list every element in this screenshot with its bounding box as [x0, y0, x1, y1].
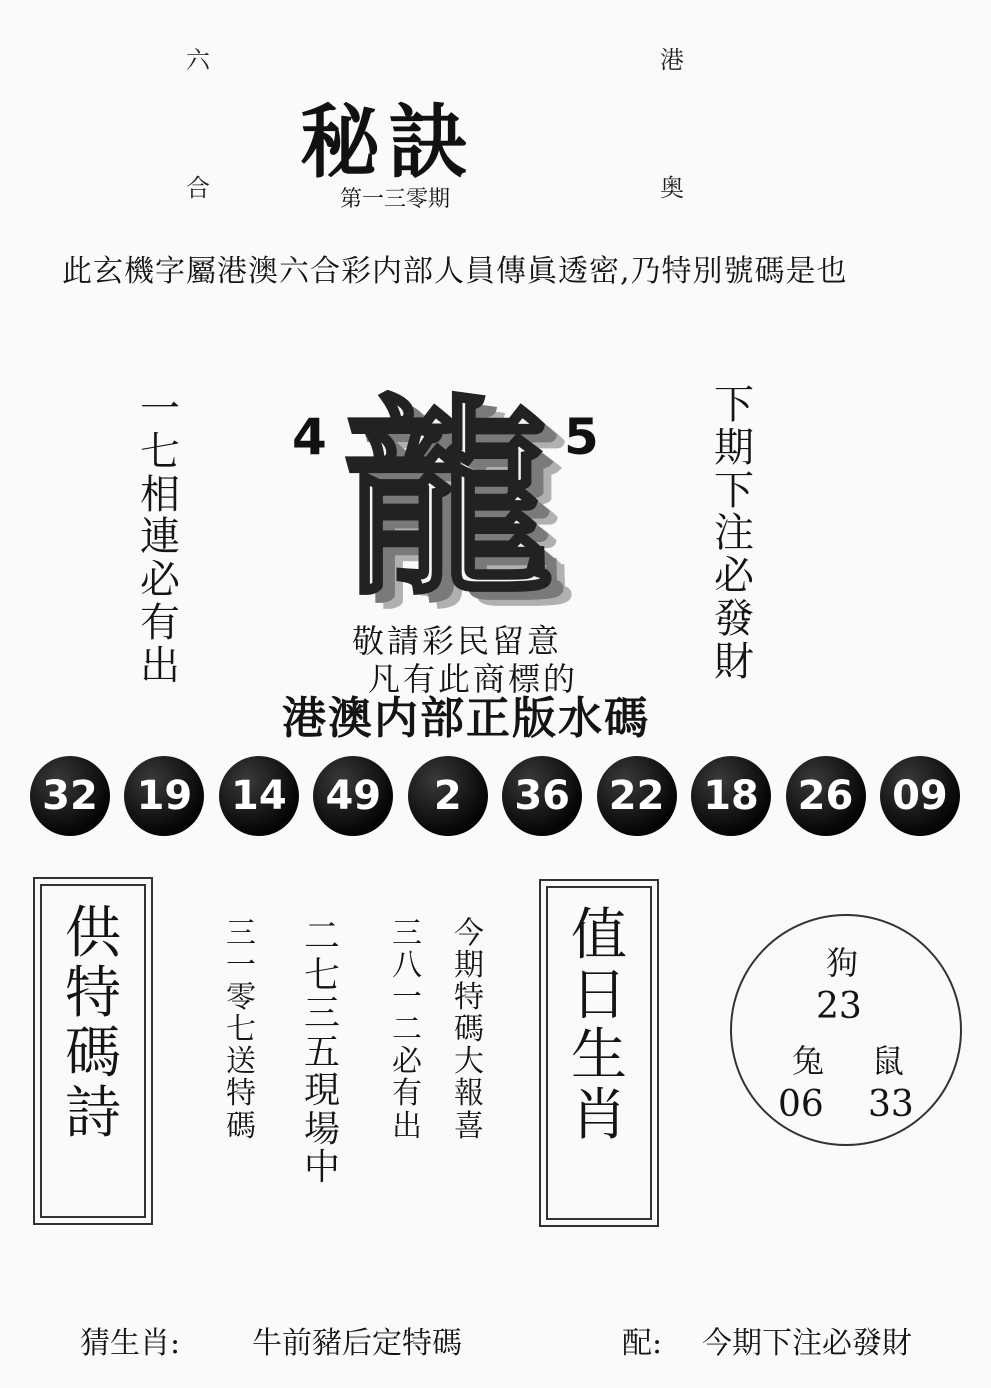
vertical-char: 出: [140, 642, 180, 689]
vertical-char: 特: [65, 960, 121, 1026]
number-ball: 19: [124, 756, 204, 836]
right-vertical-slogan: [714, 384, 754, 684]
notice-line-1: 敬請彩民留意: [352, 622, 563, 660]
footer-guess-text: 牛前豬后定特碼: [252, 1326, 462, 1361]
vertical-char: 特: [226, 1076, 256, 1112]
vertical-char: 一: [226, 948, 256, 984]
vertical-char: 期: [454, 948, 484, 984]
vertical-char: 場: [304, 1108, 341, 1150]
number-ball: 2: [408, 756, 488, 836]
vertical-char: 碼: [226, 1108, 256, 1144]
corner-char-top-right: 港: [660, 46, 684, 74]
vertical-char: 相: [140, 471, 180, 518]
vertical-char: 二: [392, 1012, 422, 1048]
vertical-char: 七: [140, 428, 180, 475]
vertical-char: 大: [454, 1044, 484, 1080]
zodiac-title: [548, 903, 650, 1148]
vertical-char: 碼: [454, 1012, 484, 1048]
number-ball: 14: [219, 756, 299, 836]
vertical-char: 必: [392, 1044, 422, 1080]
vertical-char: 三: [392, 916, 422, 951]
zodiac-number-right: 33: [868, 1084, 914, 1125]
vertical-char: 下: [714, 467, 754, 514]
poem-line-3: [392, 918, 422, 1143]
vertical-char: 日: [571, 962, 627, 1028]
footer-guess-label: 猜生肖:: [80, 1326, 181, 1361]
vertical-char: 一: [140, 386, 180, 432]
number-ball: 26: [786, 756, 866, 836]
footer-pair-text: 今期下注必發財: [702, 1326, 912, 1361]
poem-title: [42, 901, 144, 1146]
vertical-char: 五: [304, 1031, 341, 1073]
vertical-char: 連: [140, 514, 180, 561]
brand-line: 港澳内部正版水碼: [282, 693, 650, 744]
page-title: 秘訣: [300, 95, 476, 189]
corner-char-bottom-left: 合: [186, 174, 210, 202]
number-balls-row: [30, 756, 960, 836]
corner-char-bottom-right: 奥: [660, 174, 684, 202]
vertical-char: 期: [714, 424, 754, 471]
vertical-char: 三: [304, 993, 341, 1035]
vertical-char: 八: [392, 948, 422, 984]
vertical-char: 今: [454, 916, 484, 951]
poem-line-4: [454, 918, 484, 1143]
dragon-logo: 龍: [342, 376, 553, 623]
vertical-char: 詩: [65, 1080, 121, 1146]
vertical-char: 七: [304, 954, 341, 996]
corner-char-top-left: 六: [186, 46, 210, 74]
vertical-char: 注: [714, 510, 754, 557]
vertical-char: 七: [226, 1012, 256, 1048]
zodiac-number-left: 06: [778, 1084, 824, 1125]
number-ball: 36: [502, 756, 582, 836]
zodiac-animal-left: 兔: [792, 1042, 825, 1080]
big-number-left: 4: [292, 408, 327, 466]
vertical-char: 中: [304, 1147, 341, 1189]
left-vertical-slogan: [140, 388, 180, 688]
poem-line-2: [304, 918, 340, 1188]
vertical-char: 喜: [454, 1108, 484, 1144]
vertical-char: 供: [65, 901, 121, 966]
vertical-char: 財: [714, 638, 754, 685]
number-ball: 49: [313, 756, 393, 836]
vertical-char: 有: [392, 1076, 422, 1112]
issue-number: 第一三零期: [340, 187, 451, 212]
vertical-char: 有: [140, 599, 180, 646]
vertical-char: 報: [454, 1076, 484, 1112]
vertical-char: 送: [226, 1044, 256, 1080]
number-ball: 22: [597, 756, 677, 836]
vertical-char: 發: [714, 595, 754, 642]
number-ball: 32: [30, 756, 110, 836]
vertical-char: 出: [392, 1108, 422, 1144]
vertical-char: 碼: [65, 1020, 121, 1086]
vertical-char: 三: [226, 916, 256, 951]
big-number-right: 5: [564, 408, 599, 466]
zodiac-circle: [730, 914, 962, 1146]
zodiac-title-box: [546, 886, 652, 1220]
vertical-char: 零: [226, 980, 256, 1016]
intro-text: 此玄機字屬港澳六合彩内部人員傳眞透密,乃特別號碼是也: [62, 254, 848, 289]
vertical-char: 必: [714, 553, 754, 600]
notice-line-2: 凡有此商標的: [368, 660, 579, 698]
zodiac-animal-top: 狗: [826, 944, 859, 982]
zodiac-animal-right: 鼠: [872, 1042, 905, 1080]
vertical-char: 下: [714, 382, 754, 428]
vertical-char: 生: [571, 1022, 627, 1088]
number-ball: 09: [880, 756, 960, 836]
vertical-char: 一: [392, 980, 422, 1016]
vertical-char: 值: [571, 903, 627, 968]
poem-title-box: [40, 884, 146, 1218]
vertical-char: 肖: [571, 1082, 627, 1148]
vertical-char: 現: [304, 1070, 341, 1112]
number-ball: 18: [691, 756, 771, 836]
vertical-char: 必: [140, 557, 180, 604]
vertical-char: 二: [304, 916, 341, 957]
vertical-char: 特: [454, 980, 484, 1016]
poem-line-1: [226, 918, 256, 1143]
footer-pair-label: 配:: [622, 1326, 663, 1361]
zodiac-number-top: 23: [816, 986, 862, 1027]
